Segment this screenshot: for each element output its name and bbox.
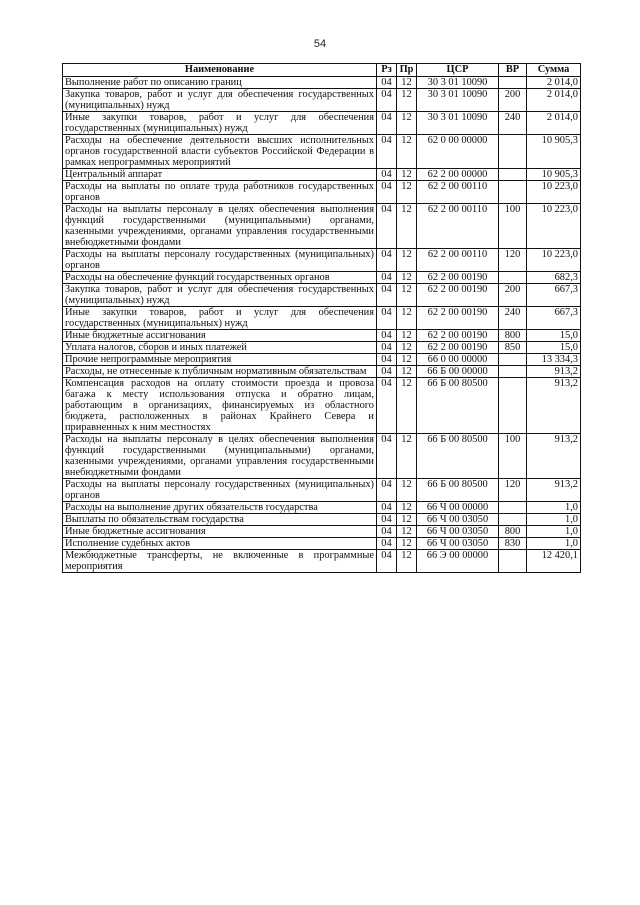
row-rz-cell: 04 — [377, 342, 397, 354]
table-row — [63, 354, 581, 366]
row-name-cell: Расходы на выплаты персоналу государственных (муниципальных) органов — [63, 479, 377, 502]
row-sum-cell: 2 014,0 — [527, 77, 581, 89]
row-pr-cell: 12 — [397, 330, 417, 342]
table-row — [63, 378, 581, 434]
row-csr-cell: 66 Э 00 00000 — [417, 550, 499, 573]
row-name-cell: Закупка товаров, работ и услуг для обеспечения государственных (муниципальных) нужд — [63, 284, 377, 307]
row-name-cell: Иные бюджетные ассигнования — [63, 330, 377, 342]
row-name-cell: Межбюджетные трансферты, не включенные в программные мероприятия — [63, 550, 377, 573]
table-row — [63, 366, 581, 378]
row-pr-cell: 12 — [397, 479, 417, 502]
header-csr: ЦСР — [417, 64, 499, 77]
row-vr-cell — [499, 378, 527, 434]
row-sum-cell: 1,0 — [527, 526, 581, 538]
row-name-cell: Исполнение судебных актов — [63, 538, 377, 550]
row-rz-cell: 04 — [377, 434, 397, 479]
row-sum-cell: 1,0 — [527, 538, 581, 550]
table-body — [63, 77, 581, 573]
row-vr-cell — [499, 354, 527, 366]
row-vr-cell — [499, 77, 527, 89]
row-sum-cell: 913,2 — [527, 434, 581, 479]
row-sum-cell: 10 905,3 — [527, 169, 581, 181]
row-rz-cell: 04 — [377, 135, 397, 169]
table-row — [63, 77, 581, 89]
table-row — [63, 249, 581, 272]
row-csr-cell: 30 3 01 10090 — [417, 112, 499, 135]
row-pr-cell: 12 — [397, 169, 417, 181]
row-csr-cell: 62 2 00 00110 — [417, 204, 499, 249]
row-pr-cell: 12 — [397, 307, 417, 330]
row-name-cell: Расходы на обеспечение функций государственных органов — [63, 272, 377, 284]
row-pr-cell: 12 — [397, 378, 417, 434]
row-name-cell: Расходы на выполнение других обязательств государства — [63, 502, 377, 514]
table-row — [63, 330, 581, 342]
row-sum-cell: 15,0 — [527, 330, 581, 342]
row-pr-cell: 12 — [397, 502, 417, 514]
row-csr-cell: 66 Б 00 80500 — [417, 378, 499, 434]
table-row — [63, 284, 581, 307]
row-vr-cell: 240 — [499, 112, 527, 135]
row-sum-cell: 2 014,0 — [527, 112, 581, 135]
row-name-cell: Расходы на выплаты персоналу государственных (муниципальных) органов — [63, 249, 377, 272]
row-name-cell: Расходы на выплаты по оплате труда работников государственных органов — [63, 181, 377, 204]
row-pr-cell: 12 — [397, 249, 417, 272]
row-rz-cell: 04 — [377, 354, 397, 366]
row-sum-cell: 913,2 — [527, 366, 581, 378]
row-csr-cell: 62 2 00 00190 — [417, 330, 499, 342]
row-sum-cell: 1,0 — [527, 502, 581, 514]
row-name-cell: Иные бюджетные ассигнования — [63, 526, 377, 538]
row-rz-cell: 04 — [377, 204, 397, 249]
row-name-cell: Расходы на выплаты персоналу в целях обеспечения выполнения функций государственными (муниципальными) органами, казенными учреждениями, органами управления государственными внебюджетными фондами — [63, 434, 377, 479]
row-sum-cell: 682,3 — [527, 272, 581, 284]
header-pr: Пр — [397, 64, 417, 77]
row-rz-cell: 04 — [377, 112, 397, 135]
row-csr-cell: 62 2 00 00110 — [417, 181, 499, 204]
row-name-cell: Иные закупки товаров, работ и услуг для обеспечения государственных (муниципальных) нужд — [63, 112, 377, 135]
row-rz-cell: 04 — [377, 249, 397, 272]
row-pr-cell: 12 — [397, 434, 417, 479]
row-rz-cell: 04 — [377, 514, 397, 526]
row-pr-cell: 12 — [397, 204, 417, 249]
row-name-cell: Выполнение работ по описанию границ — [63, 77, 377, 89]
row-rz-cell: 04 — [377, 169, 397, 181]
row-vr-cell: 100 — [499, 434, 527, 479]
row-rz-cell: 04 — [377, 77, 397, 89]
row-pr-cell: 12 — [397, 366, 417, 378]
row-rz-cell: 04 — [377, 502, 397, 514]
row-rz-cell: 04 — [377, 307, 397, 330]
row-sum-cell: 10 223,0 — [527, 204, 581, 249]
table-row — [63, 112, 581, 135]
row-sum-cell: 2 014,0 — [527, 89, 581, 112]
table-row — [63, 550, 581, 573]
row-vr-cell — [499, 135, 527, 169]
row-rz-cell: 04 — [377, 181, 397, 204]
row-pr-cell: 12 — [397, 272, 417, 284]
row-vr-cell — [499, 366, 527, 378]
header-vr: ВР — [499, 64, 527, 77]
row-pr-cell: 12 — [397, 526, 417, 538]
row-name-cell: Центральный аппарат — [63, 169, 377, 181]
row-vr-cell — [499, 181, 527, 204]
row-pr-cell: 12 — [397, 354, 417, 366]
row-csr-cell: 66 Б 00 00000 — [417, 366, 499, 378]
row-csr-cell: 66 Б 00 80500 — [417, 479, 499, 502]
row-pr-cell: 12 — [397, 181, 417, 204]
row-name-cell: Уплата налогов, сборов и иных платежей — [63, 342, 377, 354]
row-name-cell: Закупка товаров, работ и услуг для обеспечения государственных (муниципальных) нужд — [63, 89, 377, 112]
row-vr-cell: 800 — [499, 526, 527, 538]
header-name: Наименование — [63, 64, 377, 77]
row-rz-cell: 04 — [377, 538, 397, 550]
row-vr-cell — [499, 169, 527, 181]
row-vr-cell: 120 — [499, 249, 527, 272]
row-pr-cell: 12 — [397, 342, 417, 354]
row-pr-cell: 12 — [397, 514, 417, 526]
row-csr-cell: 62 2 00 00190 — [417, 342, 499, 354]
header-sum: Сумма — [527, 64, 581, 77]
table-row — [63, 479, 581, 502]
row-csr-cell: 30 3 01 10090 — [417, 77, 499, 89]
row-sum-cell: 12 420,1 — [527, 550, 581, 573]
row-vr-cell: 100 — [499, 204, 527, 249]
row-sum-cell: 10 905,3 — [527, 135, 581, 169]
row-rz-cell: 04 — [377, 526, 397, 538]
row-csr-cell: 62 2 00 00190 — [417, 272, 499, 284]
row-csr-cell: 62 0 00 00000 — [417, 135, 499, 169]
row-rz-cell: 04 — [377, 272, 397, 284]
row-rz-cell: 04 — [377, 479, 397, 502]
row-csr-cell: 62 2 00 00000 — [417, 169, 499, 181]
table-row — [63, 272, 581, 284]
table-row — [63, 204, 581, 249]
table-row — [63, 307, 581, 330]
row-vr-cell — [499, 272, 527, 284]
row-pr-cell: 12 — [397, 550, 417, 573]
row-name-cell: Компенсация расходов на оплату стоимости проезда и провоза багажа к месту использования отпуска и обратно лицам, работающим в организациях, финансируемых из областного бюджета, расположенных в районах Крайнего Севера и приравненных к ним местностях — [63, 378, 377, 434]
row-rz-cell: 04 — [377, 378, 397, 434]
row-sum-cell: 667,3 — [527, 284, 581, 307]
table-row — [63, 526, 581, 538]
page-number: 54 — [313, 38, 327, 50]
header-rz: Рз — [377, 64, 397, 77]
row-pr-cell: 12 — [397, 135, 417, 169]
row-vr-cell: 830 — [499, 538, 527, 550]
row-name-cell: Расходы на выплаты персоналу в целях обеспечения выполнения функций государственными (муниципальными) органами, казенными учреждениями, органами управления государственными внебюджетными фондами — [63, 204, 377, 249]
row-sum-cell: 13 334,3 — [527, 354, 581, 366]
row-vr-cell: 200 — [499, 284, 527, 307]
table-row — [63, 538, 581, 550]
row-rz-cell: 04 — [377, 550, 397, 573]
row-vr-cell: 850 — [499, 342, 527, 354]
row-vr-cell — [499, 550, 527, 573]
row-pr-cell: 12 — [397, 77, 417, 89]
row-pr-cell: 12 — [397, 284, 417, 307]
table-row — [63, 434, 581, 479]
row-csr-cell: 66 Ч 00 03050 — [417, 526, 499, 538]
row-rz-cell: 04 — [377, 89, 397, 112]
row-csr-cell: 30 3 01 10090 — [417, 89, 499, 112]
row-csr-cell: 62 2 00 00190 — [417, 284, 499, 307]
row-sum-cell: 10 223,0 — [527, 249, 581, 272]
table-header-row — [63, 64, 581, 77]
row-pr-cell: 12 — [397, 89, 417, 112]
row-csr-cell: 66 Ч 00 00000 — [417, 502, 499, 514]
row-csr-cell: 66 Б 00 80500 — [417, 434, 499, 479]
row-rz-cell: 04 — [377, 284, 397, 307]
row-rz-cell: 04 — [377, 366, 397, 378]
table-row — [63, 181, 581, 204]
row-name-cell: Расходы на обеспечение деятельности высших исполнительных органов государственной власти субъектов Российской Федерации в рамках непрограммных мероприятий — [63, 135, 377, 169]
row-sum-cell: 10 223,0 — [527, 181, 581, 204]
row-csr-cell: 66 0 00 00000 — [417, 354, 499, 366]
table-row — [63, 502, 581, 514]
budget-table — [62, 63, 581, 573]
table-row — [63, 89, 581, 112]
row-rz-cell: 04 — [377, 330, 397, 342]
row-name-cell: Расходы, не отнесенные к публичным нормативным обязательствам — [63, 366, 377, 378]
row-pr-cell: 12 — [397, 112, 417, 135]
row-csr-cell: 66 Ч 00 03050 — [417, 538, 499, 550]
row-name-cell: Выплаты по обязательствам государства — [63, 514, 377, 526]
row-name-cell: Иные закупки товаров, работ и услуг для обеспечения государственных (муниципальных) нужд — [63, 307, 377, 330]
table-row — [63, 342, 581, 354]
row-sum-cell: 667,3 — [527, 307, 581, 330]
row-sum-cell: 1,0 — [527, 514, 581, 526]
table-row — [63, 169, 581, 181]
row-vr-cell: 120 — [499, 479, 527, 502]
row-vr-cell: 200 — [499, 89, 527, 112]
row-name-cell: Прочие непрограммные мероприятия — [63, 354, 377, 366]
table-row — [63, 514, 581, 526]
row-sum-cell: 913,2 — [527, 479, 581, 502]
row-csr-cell: 62 2 00 00190 — [417, 307, 499, 330]
row-vr-cell: 240 — [499, 307, 527, 330]
table-row — [63, 135, 581, 169]
row-vr-cell — [499, 502, 527, 514]
row-pr-cell: 12 — [397, 538, 417, 550]
row-vr-cell: 800 — [499, 330, 527, 342]
row-csr-cell: 66 Ч 00 03050 — [417, 514, 499, 526]
row-vr-cell — [499, 514, 527, 526]
row-sum-cell: 913,2 — [527, 378, 581, 434]
row-csr-cell: 62 2 00 00110 — [417, 249, 499, 272]
row-sum-cell: 15,0 — [527, 342, 581, 354]
